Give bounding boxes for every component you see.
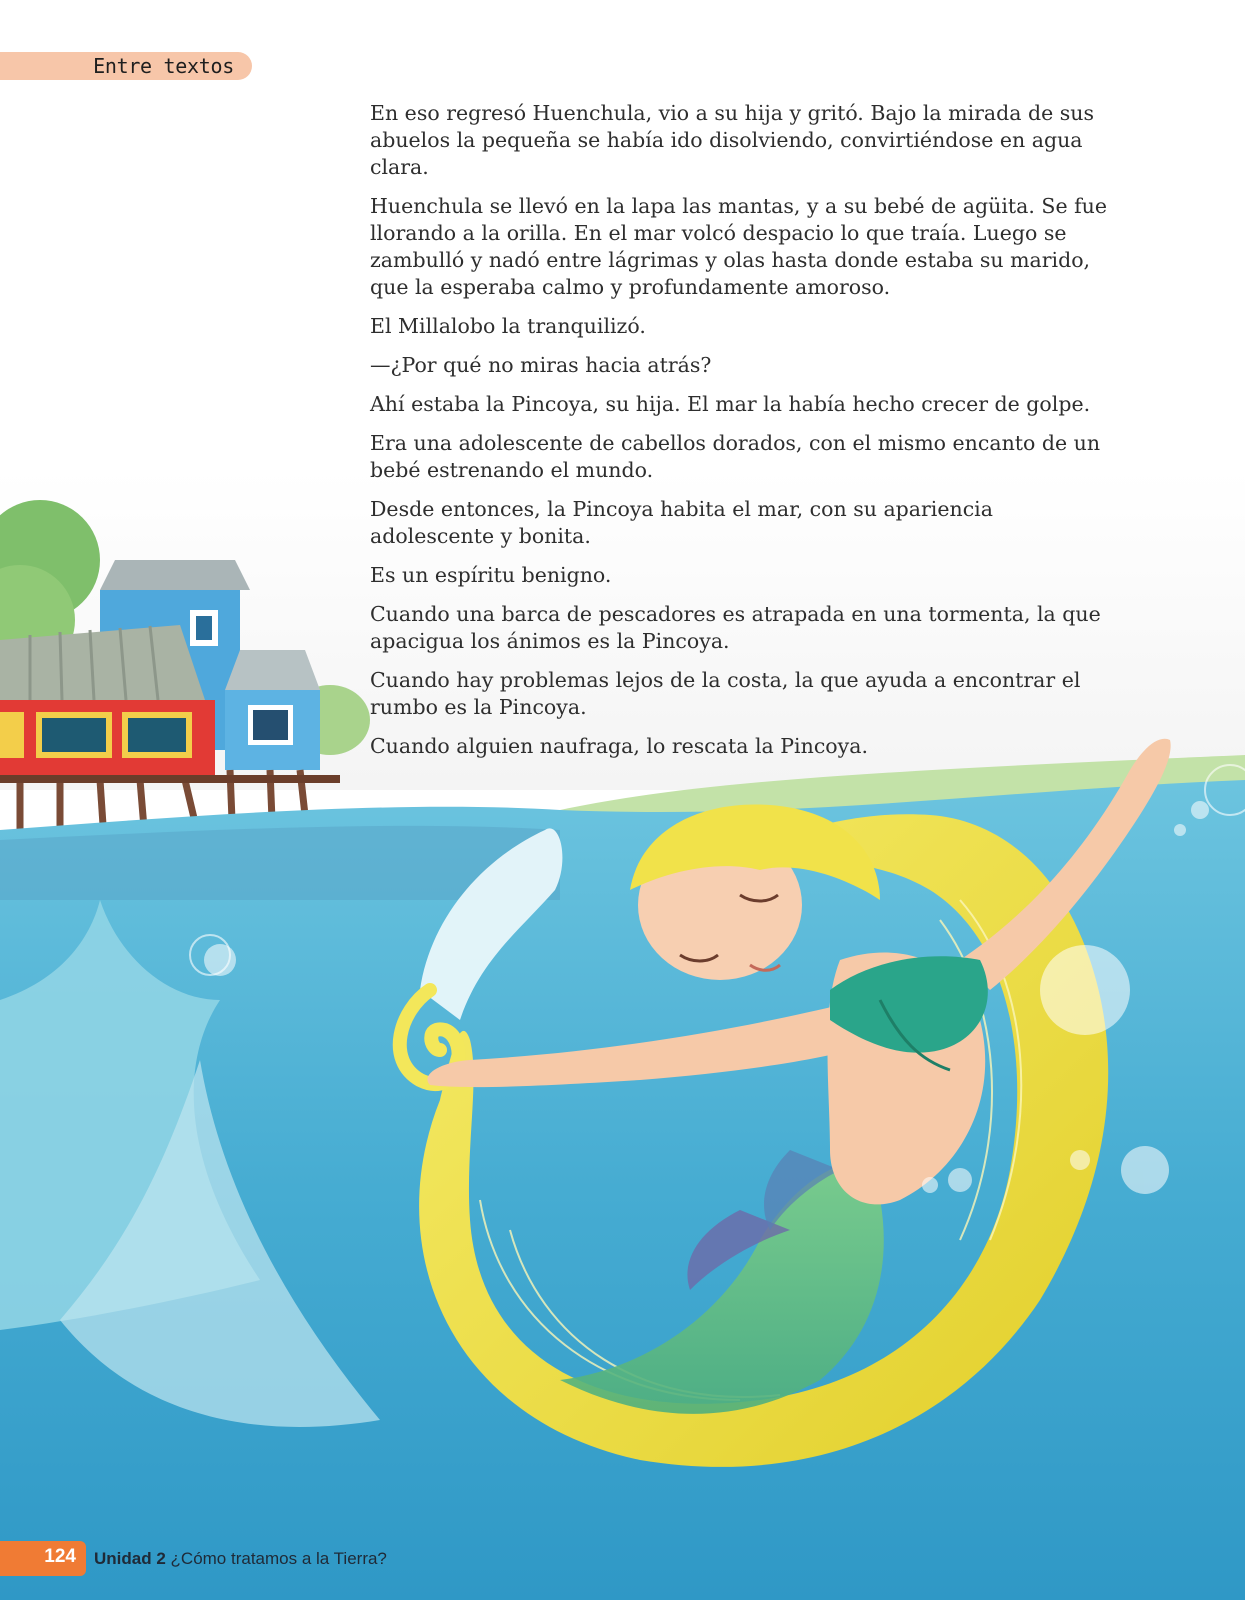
paragraph: Desde entonces, la Pincoya habita el mar, con su apariencia adolescente y bonita.: [370, 497, 993, 548]
section-label: Entre textos: [93, 54, 234, 78]
paragraph: Cuando alguien naufraga, lo rescata la Pincoya.: [370, 734, 868, 758]
paragraph: Es un espíritu benigno.: [370, 563, 612, 587]
story-text: [370, 100, 1110, 772]
unit-question: ¿Cómo tratamos a la Tierra?: [170, 1549, 387, 1568]
page-number: 124: [44, 1546, 76, 1567]
paragraph: Cuando hay problemas lejos de la costa, la que ayuda a encontrar el rumbo es la Pincoya.: [370, 668, 1081, 719]
paragraph: El Millalobo la tranquilizó.: [370, 314, 646, 338]
section-tab: [0, 52, 252, 80]
paragraph: Era una adolescente de cabellos dorados, con el mismo encanto de un bebé estrenando el mundo.: [370, 431, 1101, 482]
paragraph: En eso regresó Huenchula, vio a su hija y gritó. Bajo la mirada de sus abuelos la pequeña se había ido disolviendo, convirtiéndose en agua clara.: [370, 101, 1095, 179]
page-number-badge: [0, 1541, 86, 1576]
page-footer: [0, 1541, 600, 1576]
paragraph: Huenchula se llevó en la lapa las mantas, y a su bebé de agüita. Se fue llorando a la orilla. En el mar volcó despacio lo que traía. Luego se zambulló y nadó entre lágrimas y olas hasta donde estaba su marido, que la esperaba calmo y profundamente amoroso.: [370, 194, 1108, 299]
paragraph: Ahí estaba la Pincoya, su hija. El mar la había hecho crecer de golpe.: [370, 392, 1091, 416]
unit-label: Unidad 2: [94, 1549, 166, 1568]
unit-title: [94, 1549, 387, 1569]
paragraph: Cuando una barca de pescadores es atrapada en una tormenta, la que apacigua los ánimos es la Pincoya.: [370, 602, 1101, 653]
paragraph: —¿Por qué no miras hacia atrás?: [370, 353, 712, 377]
